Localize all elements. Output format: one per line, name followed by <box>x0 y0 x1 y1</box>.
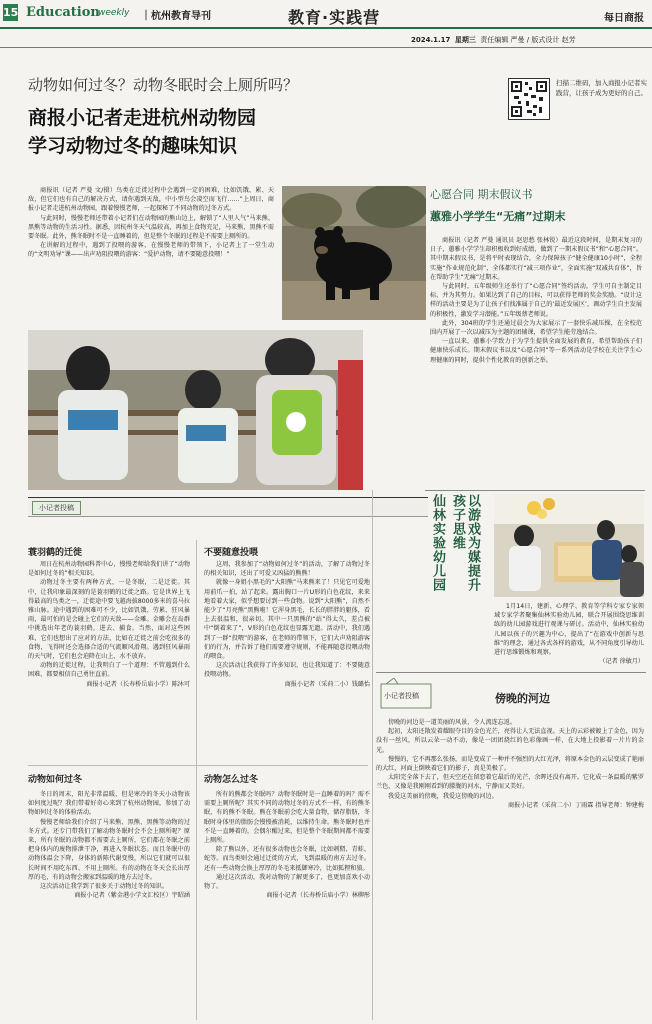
lead-kicker: 动物如何过冬？动物冬眠时会上厕所吗？ <box>28 76 299 94</box>
lead-paragraph: 与此同时，慢慢老师还带着小记者们在动物园的熊山边上，解锁了“人里人气”马来熊、黑熊等动物的生活习性。据悉，因杭州冬天气温较高，再加上食物充足，马来熊、黑熊不需要冬眠。此外，熊冬眠时不是一直睡着的，但是整个冬眠的过程是不需要上厕所的。 <box>28 214 274 241</box>
article-paragraph: 周日在杭州动物园科普中心，慢慢老师给我们讲了“动物是如何过冬的”相关知识。 <box>28 561 190 578</box>
kindergarten-photo <box>494 494 644 597</box>
article-paragraph: 动物过冬主要有两种方式，一是冬眠，二是迁徙。其中，让我印象最深刻的是蓑羽鹤的迁徙之路。它是世界上飞得最高的鸟类之一，迁徙途中要飞越海拔8000多米的喜马拉雅山脉。途中遇到的困难可不少，比如饥饿、劳累、狂风暴雨，最可怕的是会碰上它们的天敌——金雕。金雕会在岛群中挑选出年老的蓑羽鹤，进去、捕食。当然，面对这些困难，它们也想出了应对的方法，比如在迁徙之前会吃很多的食物，飞得时还会选择合适的气流顺风滑翔。遇到狂风暴雨的天气时，它们也会迫降在山上，水不放弃。 <box>28 579 190 661</box>
article-body <box>28 790 190 900</box>
article-paragraph: 就像一身姐小黑毛的“大阳熊”马来熊来了！只见它可爱地用前爪一拍，站了起来。露出胸口一片U形的白色花纹，来来地看着大家，似乎想要讨到一些食物。说到“大阳熊”，自然不能少了“月亮熊”黑熊啦！它浑身黑毛，长长的胖胖的躯体，看上去很温和，很亲切。其中一只黑熊的“站”得太久，差点被中“倒着来了”，V形的白色花纹也显露无遗。活动中，我们遇到了一群“投喂”的游客，在老师的带领下，它们大声劝阻游客们的行为，并告诉了他们需要遵守规则，不能再随意投喂动物的喂食。 <box>204 579 370 661</box>
article-paragraph: 这次活动让我学到了很多关于动物过冬的知识。 <box>40 883 168 891</box>
article-title: 动物怎么过冬 <box>204 775 259 785</box>
essay-paragraph: 太阳完全落下去了，但天空还在留恋着它最后的光芒，余晖还没有离开。它化成一条温暖的紫罗兰色，又像是我刚刚看到的朦胧的河水，宁静而又美好。 <box>376 774 644 791</box>
essay-paragraph: 傍晚的河边是一道美丽的风景，令人流连忘返。 <box>388 719 516 726</box>
article-paragraph: 这周，我参加了“动物如何过冬”的活动，了解了动物过冬的相关知识，还出了可爱又凶猛的熊熊！ <box>204 561 370 578</box>
article-paragraph: 冬日的周末，阳光非常温暖，但是寒冷的冬天小动物该如何度过呢？我们带着好奇心来到了杭州动物园，参加了动物如何过冬的体验活动。 <box>28 791 190 817</box>
essay-paragraph: 起初，太阳还散发着耀眼夺目的金色光芒，亮得让人无法直视。天上的云彩被镀上了金色，因为没有一丝风，所以云朵一动不动，像是一团团烧红的色彩像画一样，在大地上投影着一片片的金光。 <box>376 728 644 754</box>
kindergarten-body <box>494 602 644 666</box>
masthead <box>0 0 652 26</box>
right-paragraph: 与此同时，五年级师生还举行了“心愿合同”签约活动，学生可自主制定目标，并为其努力。如果达到了自己的目标，可以获得老师的奖金奖励。“设计这样的活动主要是为了让孩子们找准属于自己的‘最近发展区’，调动学生自主发展的积极性，激发学习潜能。”五年级蔡老师说。 <box>430 283 642 318</box>
divider <box>425 490 645 491</box>
right-paragraph: 商报讯（记者 严曼 通讯员 赵思愁 张林锐）最近这段时间，是期末复习的日子，蕙雅小学学生却积极收到好成绩，做到了一期末假议书”和“心愿合同”。其中期末假议书，是将平时表现结合，全力保障孩子“健全健康10小时”，全程实施“作业规范化制”，全体都实行“减三项作业”，全面实施“双减共育体”，旨在帮助学生“无痛”过期末。 <box>430 237 642 281</box>
article-paragraph: 除了熊以外，还有很多动物也会冬眠，比如刺猬、青蛙、蛇等。而鸟类则会通过迁徙的方式，飞到温暖的南方去过冬。还有一些动物会换上厚厚的冬毛来抵御寒冷，比如狐狸和狼。 <box>204 846 370 872</box>
article-title: 不要随意投喂 <box>204 548 259 558</box>
essay-paragraph: 慢慢的，它不再那么张扬，而是变成了一种并不强烈的大红光泽，将原本金色的云层变成了艳丽的大红，河面上倒映着它们的影子，真是美极了。 <box>376 755 644 773</box>
section-title: 教育·实践营 <box>288 8 381 27</box>
article-byline: 商报小记者（采荷二小）钱璐怡 <box>284 680 370 688</box>
right-kicker: 心愿合同 期末假议书 <box>430 188 533 201</box>
article-paragraph: 慢慢老师给我们介绍了马来熊、黑熊、黑熊等动物的过冬方式。还专门带我们了解动物冬眠时会不会上厕所呢？原来，所有冬眠的动物都不需要去上厕所，它们都在冬眠之前把身体内的废物排泄干净，再进入冬眠状态。而且冬眠中的动物体温会下降，身体的新陈代谢变慢，所以它们就可以很长时间不用吃东西、不用上厕所。有的动物在冬天会长出厚厚的毛，有的动物会搬家到温暖的地方去过冬。 <box>28 818 190 881</box>
kindergarten-title-a: 以游戏为媒提升孩子思维 <box>450 494 480 592</box>
headline-line-2: 学习动物过冬的趣味知识 <box>28 135 238 157</box>
header-rule <box>0 27 652 29</box>
lead-paragraph: 商报讯（记者 严曼 文/摄）鸟类在迁徙过程中会遇到一定的困难，比如饥饿、累、天敌，但它们也有自己的解决方式，请你遇到天敌，中小型鸟会凌空而飞行……”上周日，商报小记者走进杭州动物园，跟着慢慢老师，一起探秘了不同动物的过冬方式。 <box>28 187 274 213</box>
essay-label-badge <box>380 678 432 710</box>
article-body <box>28 560 190 689</box>
brand-logo: 每日商报 <box>604 13 644 24</box>
date-rule <box>0 47 652 48</box>
qr-code[interactable] <box>508 78 550 120</box>
article-byline: 商报小记者（长寿桥岳庙小学）林柳彤 <box>266 892 370 900</box>
qr-caption: 扫描二维码，加入商报小记者实践营，让孩子成为更好的自己。 <box>556 79 647 97</box>
article-paragraph: 这次活动让我获得了许多知识，也让我知道了：不要随意投喂动物。 <box>204 662 370 679</box>
divider <box>376 672 646 673</box>
section-name-en: Education <box>26 5 100 20</box>
page-number: 15 <box>3 6 19 19</box>
article-title: 动物如何过冬 <box>28 775 83 785</box>
right-paragraph: 一直以来，蕙雅小学致力于为学生提供全面发展的教育，希望帮助孩子们健康快乐成长。期末假议书以及“心愿合同”等一系列活动是学校在关注学生心理健康的同时，提供个性化教育的创新之举。 <box>430 338 642 364</box>
article-title: 蓑羽鹤的迁徙 <box>28 548 83 558</box>
kids-photo <box>28 330 363 490</box>
kindergarten-title-b: 仙林实验幼儿园 <box>430 494 445 592</box>
right-body <box>430 236 642 365</box>
article-body <box>204 560 370 689</box>
article-paragraph: 通过这次活动，我对动物的了解更多了，也更加喜欢小动物了。 <box>204 873 370 891</box>
article-byline: 商报小记者（长寿桥岳庙小学）陈沐可 <box>86 680 190 688</box>
essay-byline: 商报小记者（采荷二小）丁雨霖 指导老师：钟建梅 <box>508 801 644 809</box>
right-paragraph: 此外，304班的学生还通过晨会为大家展示了一套快乐减压操，在全校范围内开展了一次以减压为主题的团辅课，希望学生能劳逸结合。 <box>430 319 642 337</box>
essay-body <box>376 718 644 810</box>
lead-body <box>28 186 274 260</box>
essay-paragraph: 我爱这美丽的傍晚，我爱这傍晚的河边。 <box>388 792 498 800</box>
weekly-label: weekly <box>98 8 130 18</box>
paper-guide-name: ｜杭州教育导刊 <box>141 11 211 22</box>
lead-paragraph: 在讲解的过程中，遇到了投喂的游客，在慢慢老师的带领下，小记者上了一堂生动的“文明劝导”课——出声劝阻投喂的游客：“爱护动物，请不要随意投喂！” <box>28 242 274 259</box>
article-paragraph: 动物的迁徙过程，让我明白了一个道理：不管遇到什么困难，都要相信自己勇往直前。 <box>28 662 190 679</box>
bear-photo <box>282 186 426 320</box>
article-body <box>204 790 370 900</box>
article-byline: 商报小记者（紫金港小学文汇校区）宇昭涵 <box>74 892 190 900</box>
column-divider <box>372 490 373 1020</box>
column-divider <box>196 540 197 1020</box>
row-divider <box>28 765 368 766</box>
essay-title: 傍晚的河边 <box>495 692 550 705</box>
kindergarten-byline: （记者 徐敏月） <box>599 658 644 666</box>
lead-headline <box>28 104 428 160</box>
headline-line-1: 商报小记者走进杭州动物园 <box>28 107 257 129</box>
contrib-bar <box>28 497 428 517</box>
essay-label: 小记者投稿 <box>384 692 419 700</box>
right-headline: 蕙雅小学学生“无痛”过期末 <box>430 210 566 223</box>
article-paragraph: 所有的熊都会冬眠吗？动物冬眠时是一直睡着的吗？需不需要上厕所呢？其实不同的动物过冬的方式不一样，有的熊冬眠，有的熊不冬眠。熊在冬眠前会吃大量食物，储存脂肪，冬眠时身体里的脂肪会慢慢被消耗，以维持生命。熊冬眠时也并不是一直睡着的，会偶尔醒过来，但是整个冬眠期间都不需要上厕所。 <box>204 791 370 845</box>
contrib-label: 小记者投稿 <box>32 501 81 515</box>
kindergarten-paragraph: 1月14日，建新、心理学、教育等学科专家专家领域专家学者聚集仙林实验幼儿园，联合开展围绕思维训练的幼儿园游戏进行观课与研讨。活动中，仙林实验幼儿园以孩子的兴趣为中心，提出了“在游戏中创新与思维”的理念，通过各式各样的游戏，从不同角度引导幼儿进行思维锻炼和观察。 <box>494 603 644 657</box>
date-line: 2024.1.17 星期三 责任编辑 严曼 / 版式设计 赵芳 <box>411 36 576 44</box>
